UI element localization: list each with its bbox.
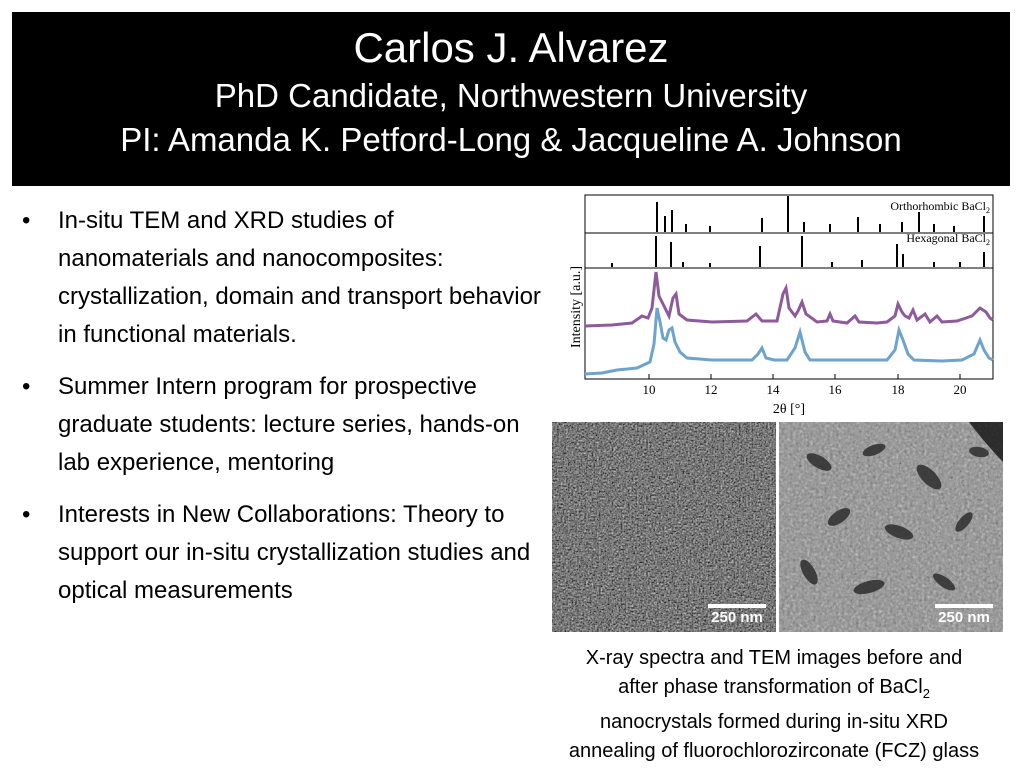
x-tick-label: 18 bbox=[891, 382, 905, 397]
x-axis-label: 2θ [°] bbox=[772, 402, 806, 417]
presenter-position: PhD Candidate, Northwestern University bbox=[214, 77, 808, 114]
figure-caption bbox=[532, 644, 1016, 766]
hexagonal-label: Hexagonal BaCl$_2$ bbox=[906, 231, 990, 247]
x-tick-label: 14 bbox=[766, 382, 780, 397]
bullet-item bbox=[18, 202, 548, 354]
bullet-dot: • bbox=[22, 501, 31, 528]
bullet-list bbox=[18, 202, 548, 624]
tem-micrograph-after bbox=[779, 422, 1003, 632]
purple-spectrum bbox=[585, 272, 993, 326]
scale-bar-before bbox=[708, 604, 766, 626]
orthorhombic-label: Orthorhombic BaCl$_2$ bbox=[890, 199, 990, 215]
scale-bar-label: 250 nm bbox=[938, 609, 990, 626]
caption-line: annealing of fluorochlorozirconate (FCZ) glass bbox=[568, 740, 980, 762]
tem-image-after bbox=[779, 422, 1003, 632]
title-banner bbox=[12, 12, 1010, 186]
tem-image-before bbox=[552, 422, 776, 632]
bullet-text: In-situ TEM and XRD studies of nanomaterials and nanocomposites: crystallization, domain and transport behavior in functional materials. bbox=[58, 207, 541, 348]
y-axis-label: Intensity [a.u.] bbox=[569, 265, 584, 349]
scale-bar-label: 250 nm bbox=[711, 609, 763, 626]
caption-line: nanocrystals formed during in-situ XRD bbox=[600, 711, 948, 733]
scale-bar-line bbox=[708, 604, 766, 608]
presenter-name: Carlos J. Alvarez bbox=[353, 24, 669, 71]
bullet-dot: • bbox=[22, 207, 31, 234]
x-tick-label: 16 bbox=[828, 382, 842, 397]
x-tick-label: 12 bbox=[704, 382, 718, 397]
scale-bar-line bbox=[935, 604, 993, 608]
caption-line: after phase transformation of BaCl$_2$ bbox=[618, 676, 930, 701]
caption-line: X-ray spectra and TEM images before and bbox=[585, 647, 963, 669]
bullet-item bbox=[18, 368, 548, 482]
bullet-item bbox=[18, 496, 548, 610]
bullet-text: Summer Intern program for prospective graduate students: lecture series, hands-on lab experience, mentoring bbox=[58, 373, 520, 476]
tem-micrograph-before bbox=[552, 422, 776, 632]
scale-bar-after bbox=[935, 604, 993, 626]
x-tick-label: 20 bbox=[953, 382, 967, 397]
principal-investigators: PI: Amanda K. Petford-Long & Jacqueline A. Johnson bbox=[120, 121, 902, 158]
bullet-text: Interests in New Collaborations: Theory to support our in-situ crystallization studies and optical measurements bbox=[58, 501, 531, 604]
x-tick-label: 10 bbox=[642, 382, 656, 397]
xrd-spectra-figure bbox=[562, 190, 1000, 418]
bullet-dot: • bbox=[22, 373, 31, 400]
